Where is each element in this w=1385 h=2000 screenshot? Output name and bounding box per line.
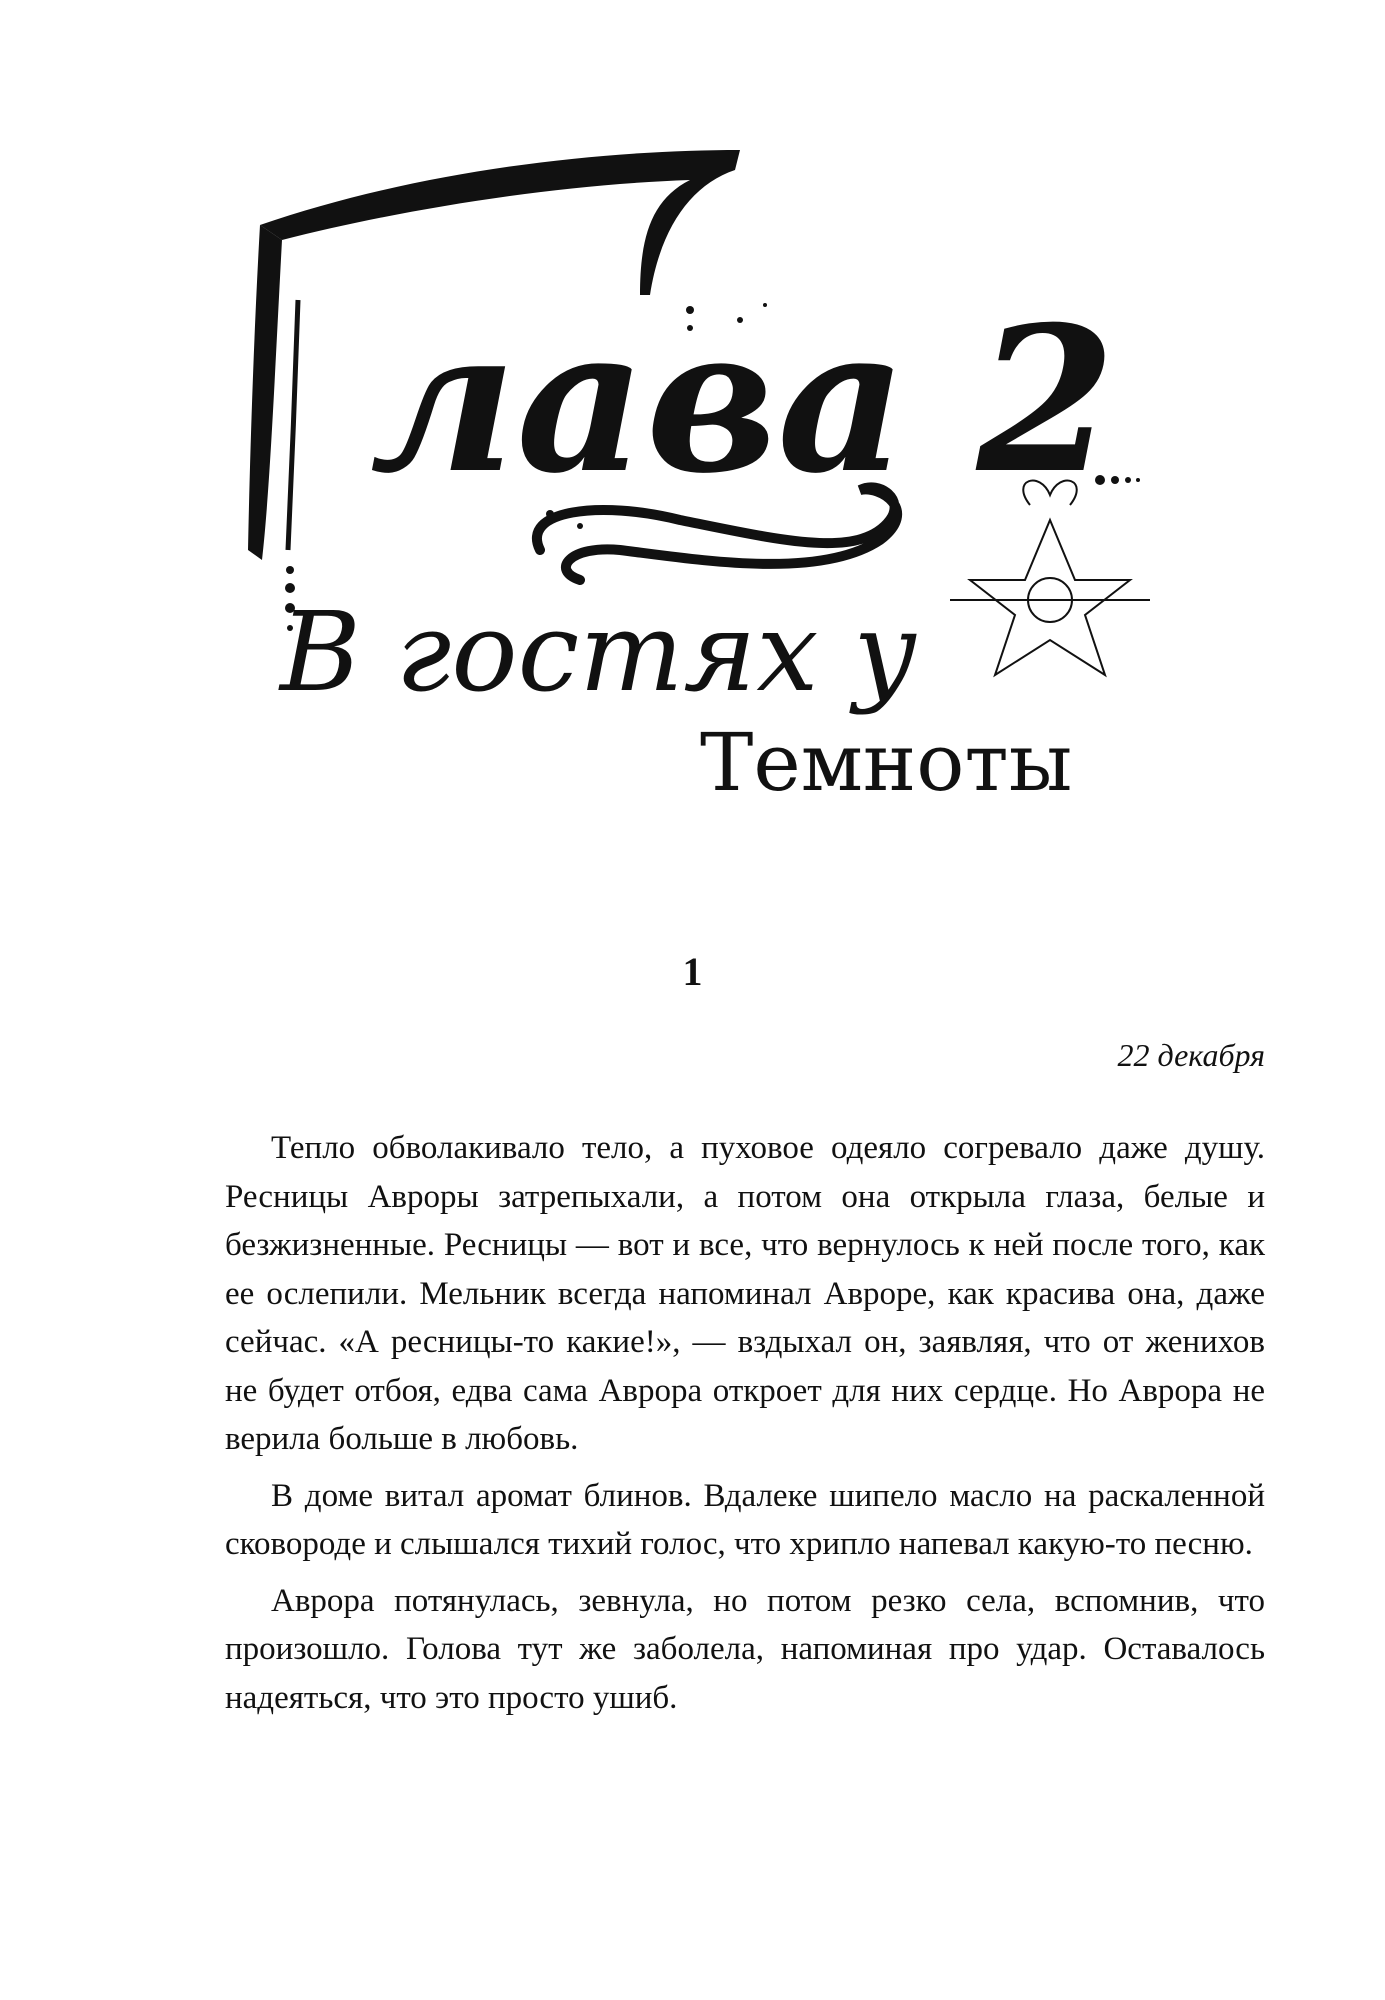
brush-stroke-inner xyxy=(288,300,298,550)
body-text xyxy=(225,1124,1265,1730)
heading-subtitle-lettering-2: Темноты xyxy=(700,716,1073,809)
chapter-heading-calligraphy xyxy=(220,130,1210,810)
brush-stroke-vertical xyxy=(248,225,282,560)
paragraph-1: Тепло обволакивало тело, а пуховое одеяло согревало даже душу. Ресницы Авроры затрепыхали, а потом она открыла глаза, белые и безжизненные. Ресницы — вот и все, что вернулось к ней после того, как ее ослепили. Мельник всегда напоминал Авроре, как красива она, даже сейчас. «А ресницы-то какие!», — вздыхал он, заявляя, что от женихов не будет отбоя, едва сама Аврора откроет для них сердце. Но Аврора не верила больше в любовь. xyxy=(225,1130,1265,1457)
paragraph-3: Аврора потянулась, зевнула, но потом резко села, вспомнив, что произошло. Голова тут же заболела, напоминая про удар. Оставалось надеяться, что это просто ушиб. xyxy=(225,1582,1265,1716)
heading-title-lettering: лава 2 xyxy=(370,283,1116,518)
paragraph-2: В доме витал аромат блинов. Вдалеке шипело масло на раскаленной сковороде и слышался тихий голос, что хрипло напевал какую-то песню. xyxy=(225,1477,1265,1562)
brush-stroke-top xyxy=(260,150,740,295)
section-date: 22 декабря xyxy=(1117,1037,1265,1073)
heading-subtitle-lettering-1: В гостях у xyxy=(280,588,918,716)
section-number: 1 xyxy=(682,949,703,994)
